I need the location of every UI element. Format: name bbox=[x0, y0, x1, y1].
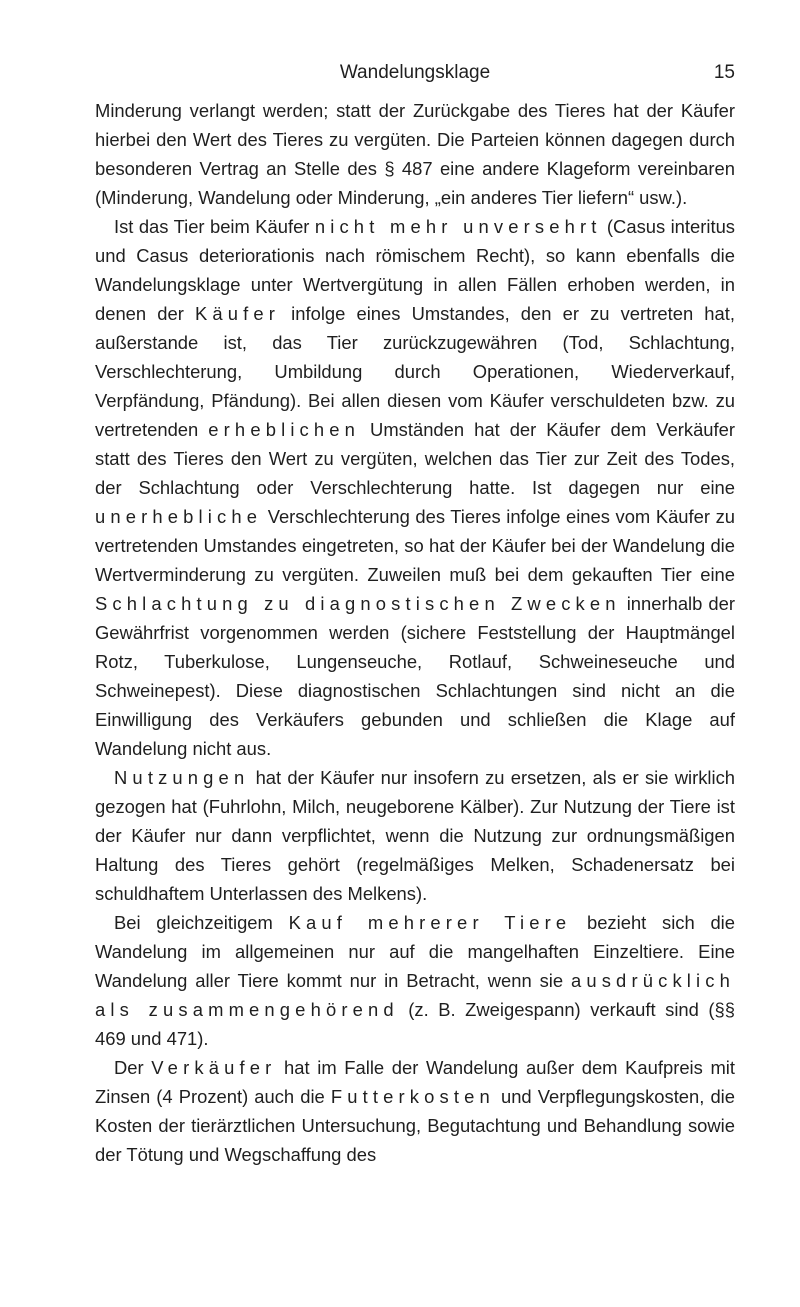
text-run: Umständen hat der Käufer dem Verkäufer statt des Tieres den Wert zu vergüten, welchen das Tier zur Zeit des Todes, der Schlachtung oder Verschlechterung hatte. Ist dagegen nur eine bbox=[95, 419, 735, 498]
spaced-emphasis: erheblichen bbox=[208, 419, 361, 440]
spaced-emphasis: Futterkosten bbox=[330, 1086, 495, 1107]
text-run: (Casus interitus und Casus deteriorationis nach römischem Recht), so kann ebenfalls die Wandelungsklage unter Wertvergütung in allen Fällen erhoben werden, in denen der bbox=[95, 216, 735, 324]
text-run: innerhalb der Gewährfrist vorgenommen werden (sichere Feststellung der Hauptmängel Rotz, Tuberkulose, Lungenseuche, Rotlauf, Schweineseuche und Schweinepest). Diese diagnostischen Schlachtungen sind nicht an die Einwilligung des Verkäufers gebunden und schließen die Klage auf Wandelung nicht aus. bbox=[95, 593, 735, 759]
paragraph-2 bbox=[95, 212, 735, 763]
paragraph-4 bbox=[95, 908, 735, 1053]
spaced-emphasis: Verkäufer bbox=[151, 1057, 277, 1078]
paragraph-5 bbox=[95, 1053, 735, 1169]
text-run: hat im Falle der Wandelung außer dem Kaufpreis mit Zinsen (4 Prozent) auch die bbox=[95, 1057, 735, 1107]
spaced-emphasis: Schlachtung zu diagnostischen Zwecken bbox=[95, 593, 621, 614]
running-head bbox=[95, 62, 735, 92]
spaced-emphasis: Käufer bbox=[194, 303, 281, 324]
running-title: Wandelungsklage bbox=[339, 62, 491, 83]
text-run: und Verpflegungskosten, die Kosten der tierärztlichen Untersuchung, Begutachtung und Behandlung sowie der Tötung und Wegschaffung des bbox=[95, 1086, 735, 1165]
text-run: bezieht sich die Wandelung im allgemeinen nur auf die mangelhaften Einzeltiere. Eine Wandelung aller Tiere kommt nur in Betracht, wenn sie bbox=[95, 912, 735, 991]
book-page bbox=[95, 62, 735, 1169]
text-run: hat der Käufer nur insofern zu ersetzen, als er sie wirklich gezogen hat (Fuhrlohn, Milch, neugeborene Kälber). Zur Nutzung der Tiere ist der Käufer nur dann verpflichtet, wenn die Nutzung zur ordnungsmäßigen Haltung des Tieres gehört (regelmäßiges Melken, Schadenersatz bei schuldhaftem Unterlassen des Melkens). bbox=[95, 767, 735, 904]
spaced-emphasis: nicht mehr unversehrt bbox=[314, 216, 602, 237]
page-number: 15 bbox=[713, 62, 735, 83]
text-run: Verschlechterung des Tieres infolge eines vom Käufer zu vertretenden Umstandes eingetreten, so hat der Käufer bei der Wandelung die Wertverminderung zu vergüten. Zuweilen muß bei dem gekauften Tier eine bbox=[95, 506, 735, 585]
spaced-emphasis: Kauf mehrerer Tiere bbox=[288, 912, 572, 933]
spaced-emphasis: ausdrücklich als zusammengehörend bbox=[95, 970, 735, 1020]
text-run: (z. B. Zweigespann) verkauft sind (§§ 469 und 471). bbox=[95, 999, 735, 1049]
text-run: infolge eines Umstandes, den er zu vertreten hat, außerstande ist, das Tier zurückzugewähren (Tod, Schlachtung, Verschlechterung, Umbildung durch Operationen, Wiederverkauf, Verpfändung, Pfändung). Bei allen diesen vom Käufer verschuldeten bzw. zu vertretenden bbox=[95, 303, 735, 440]
paragraph-1 bbox=[95, 96, 735, 212]
spaced-emphasis: Nutzungen bbox=[114, 767, 250, 788]
spaced-emphasis: unerhebliche bbox=[95, 506, 263, 527]
text-run: Minderung verlangt werden; statt der Zurückgabe des Tieres hat der Käufer hierbei den Wert des Tieres zu vergüten. Die Parteien können dagegen durch besonderen Vertrag an Stelle des § 487 eine andere Klageform vereinbaren (Minderung, Wandelung oder Minderung, „ein anderes Tier liefern“ usw.). bbox=[95, 100, 735, 208]
paragraph-3 bbox=[95, 763, 735, 908]
body-text bbox=[95, 96, 735, 1169]
text-run: Ist das Tier beim Käufer bbox=[114, 216, 315, 237]
text-run: Bei gleichzeitigem bbox=[114, 912, 289, 933]
text-run: Der bbox=[114, 1057, 152, 1078]
